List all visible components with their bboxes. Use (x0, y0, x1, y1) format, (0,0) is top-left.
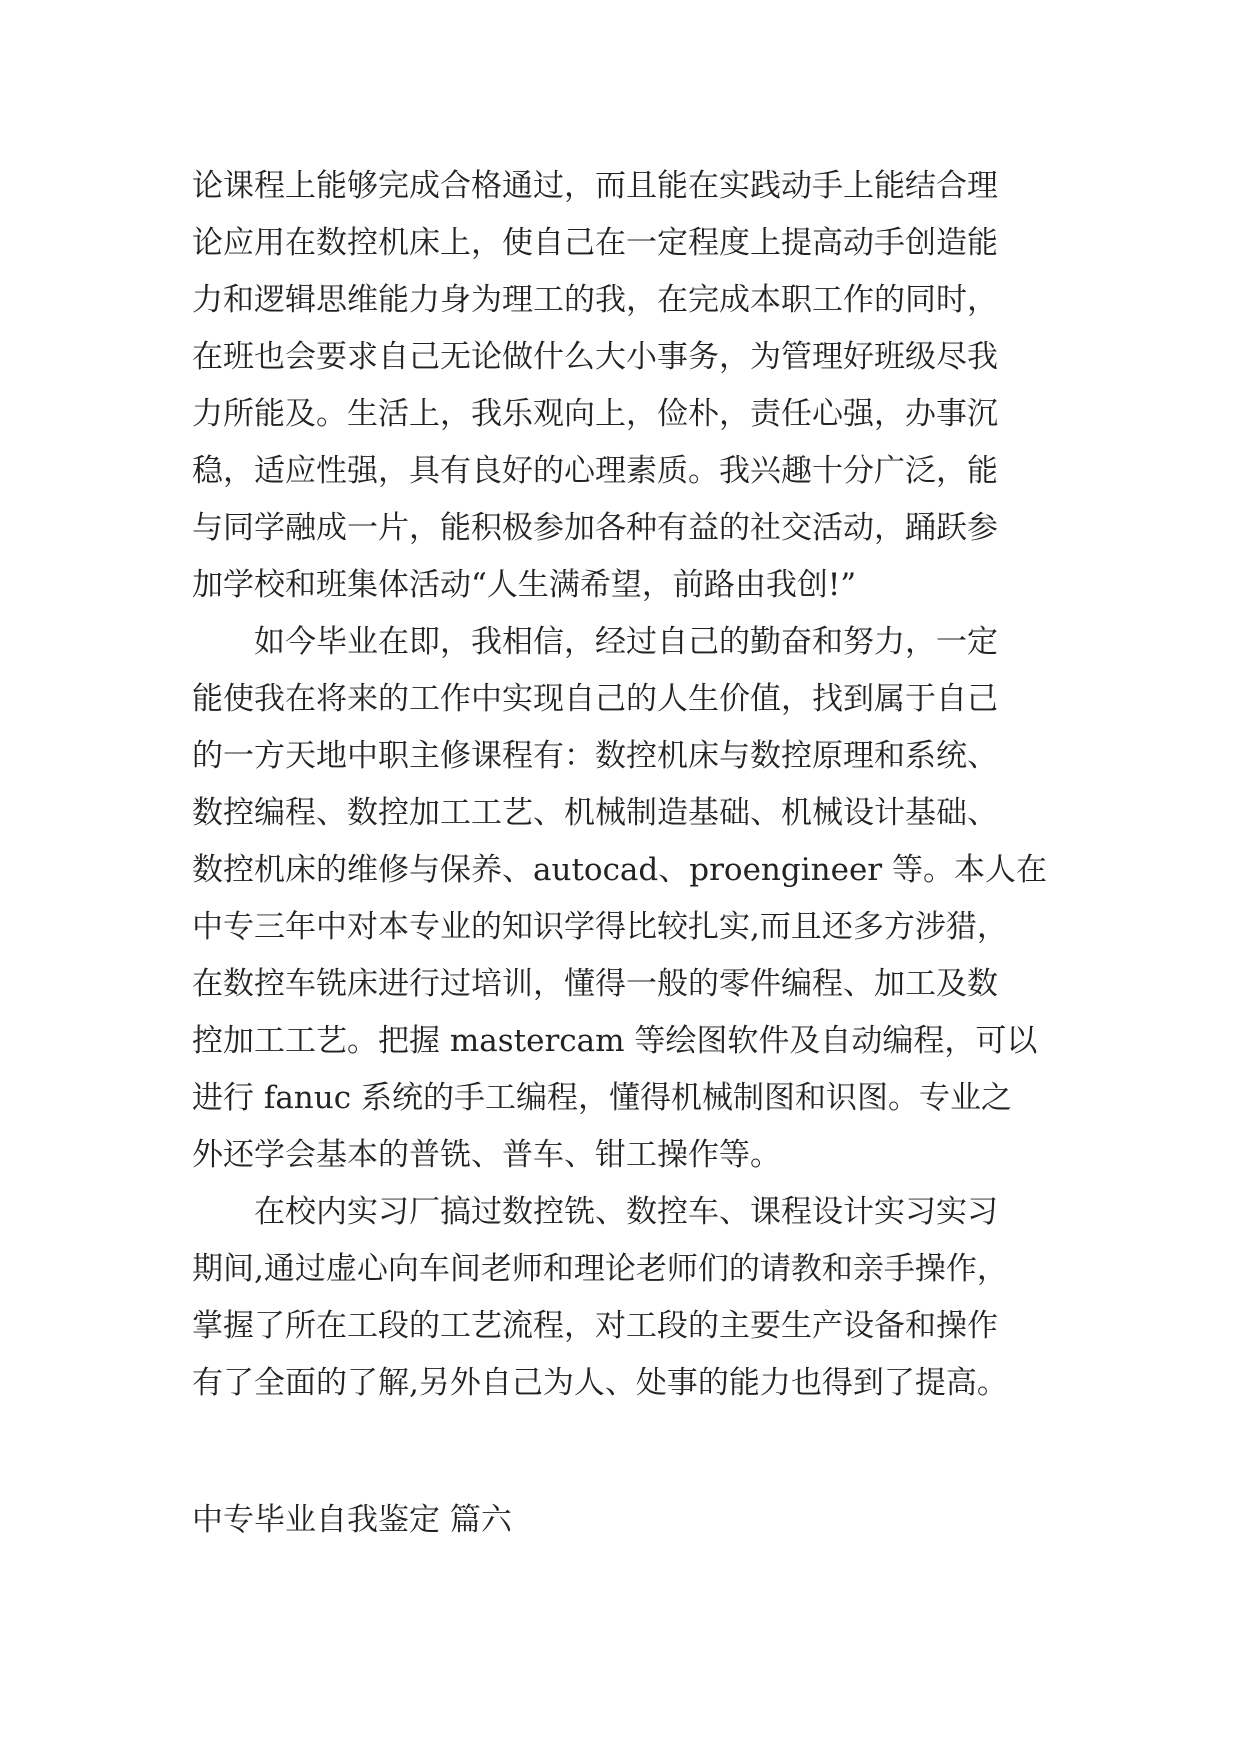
body-text (192, 158, 1052, 1412)
text-line: 外还学会基本的普铣、普车、钳工操作等。 (192, 1137, 781, 1173)
text-line: 有了全面的了解,另外自己为人、处事的能力也得到了提高。 (192, 1365, 1008, 1401)
text-line: 在数控车铣床进行过培训，懂得一般的零件编程、加工及数 (192, 966, 998, 1002)
text-line: 如今毕业在即，我相信，经过自己的勤奋和努力，一定 (192, 624, 998, 660)
text-line: 力所能及。生活上，我乐观向上，俭朴，责任心强，办事沉 (192, 396, 998, 432)
paragraph-1 (192, 158, 1052, 614)
text-line: 加学校和班集体活动“人生满希望，前路由我创!” (192, 567, 857, 603)
text-line: 掌握了所在工段的工艺流程，对工段的主要生产设备和操作 (192, 1308, 998, 1344)
section-heading: 中专毕业自我鉴定 篇六 (192, 1502, 512, 1538)
text-line: 进行 fanuc 系统的手工编程，懂得机械制图和识图。专业之 (192, 1080, 1012, 1116)
text-line: 的一方天地中职主修课程有：数控机床与数控原理和系统、 (192, 738, 998, 774)
text-line: 控加工工艺。把握 mastercam 等绘图软件及自动编程，可以 (192, 1023, 1038, 1059)
text-line: 期间,通过虚心向车间老师和理论老师们的请教和亲手操作， (192, 1251, 1008, 1287)
text-line: 中专三年中对本专业的知识学得比较扎实,而且还多方涉猎， (192, 909, 1008, 945)
text-line: 数控编程、数控加工工艺、机械制造基础、机械设计基础、 (192, 795, 998, 831)
paragraph-2 (192, 614, 1052, 1184)
paragraph-3 (192, 1184, 1052, 1412)
text-line: 在班也会要求自己无论做什么大小事务，为管理好班级尽我 (192, 339, 998, 375)
text-line: 数控机床的维修与保养、autocad、proengineer 等。本人在 (192, 852, 1047, 888)
text-line: 与同学融成一片，能积极参加各种有益的社交活动，踊跃参 (192, 510, 998, 546)
text-line: 力和逻辑思维能力身为理工的我，在完成本职工作的同时， (192, 282, 998, 318)
text-line: 能使我在将来的工作中实现自己的人生价值，找到属于自己 (192, 681, 998, 717)
text-line: 稳，适应性强，具有良好的心理素质。我兴趣十分广泛，能 (192, 453, 998, 489)
text-line: 论课程上能够完成合格通过，而且能在实践动手上能结合理 (192, 168, 998, 204)
text-line: 论应用在数控机床上，使自己在一定程度上提高动手创造能 (192, 225, 998, 261)
text-line: 在校内实习厂搞过数控铣、数控车、课程设计实习实习 (192, 1194, 998, 1230)
